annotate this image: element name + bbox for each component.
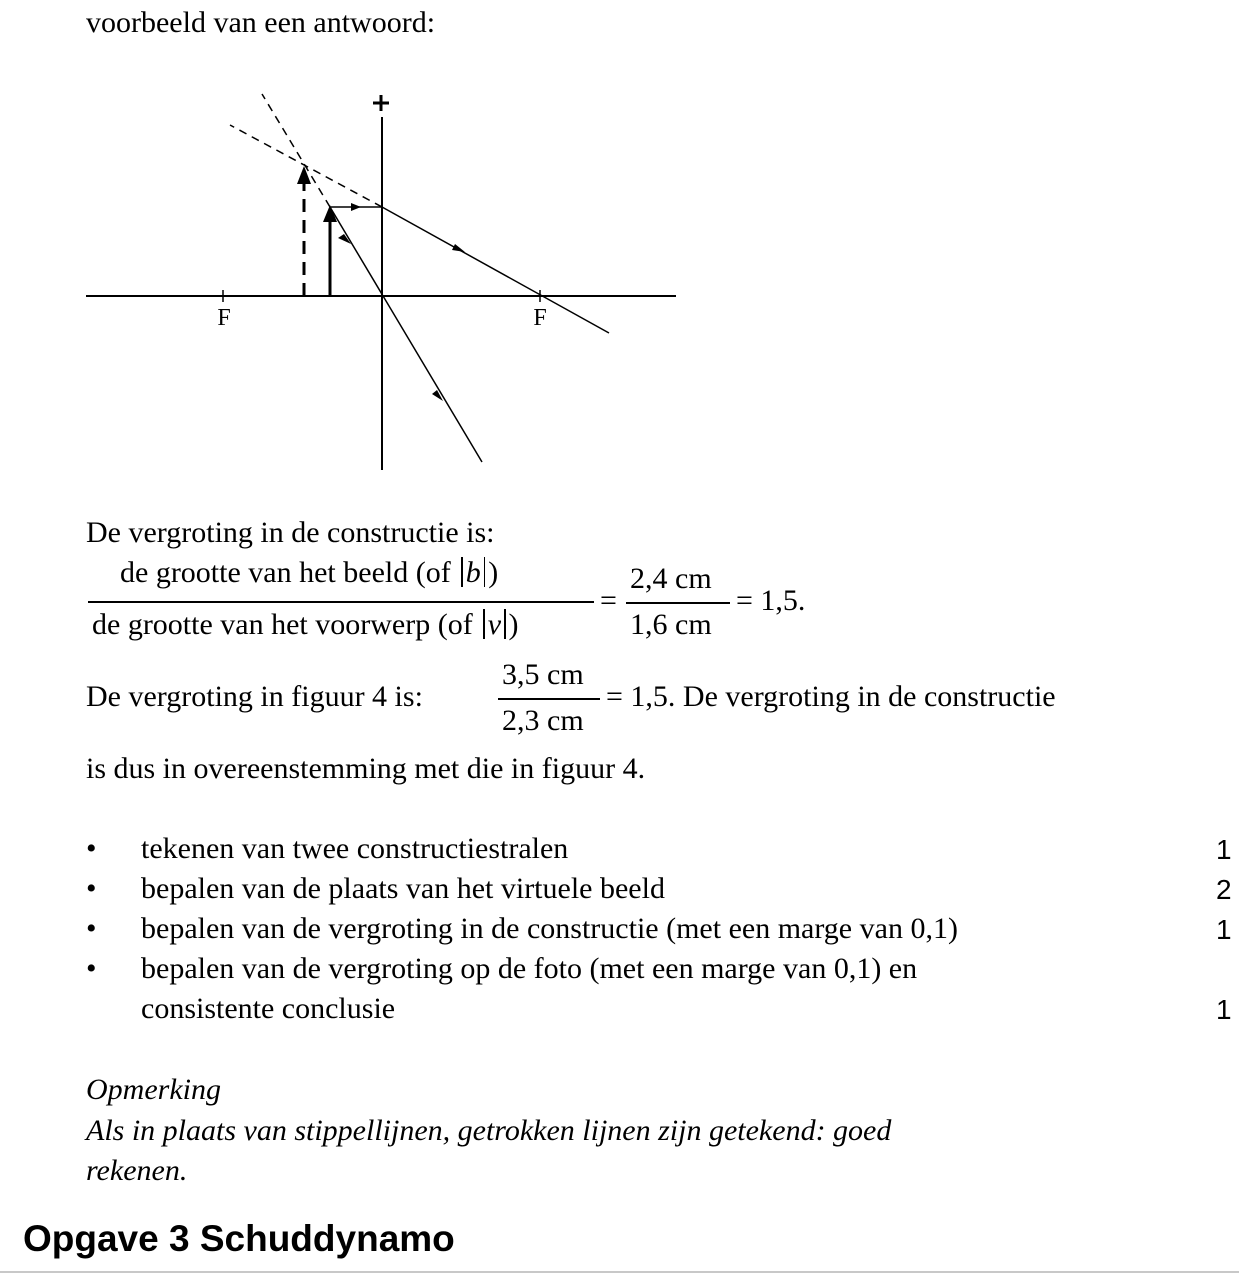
criterion-text: bepalen van de plaats van het virtuele beeld <box>141 872 665 905</box>
constructie-result: = 1,5. <box>736 584 806 617</box>
criterion-score: 2 <box>1216 874 1232 905</box>
conclusion-text: is dus in overeenstemming met die in figuur 4. <box>86 752 646 785</box>
figuur-denominator: 2,3 cm <box>502 704 584 737</box>
criterion-score: 1 <box>1216 914 1232 945</box>
criterion-score: 1 <box>1216 834 1232 865</box>
bullet: • <box>86 952 97 985</box>
remark-line-1: Als in plaats van stippellijnen, getrokken lijnen zijn getekend: goed <box>86 1114 892 1147</box>
equals-sign: = <box>600 584 617 617</box>
plus-icon <box>373 95 389 111</box>
criterion-score: 1 <box>1216 994 1232 1025</box>
criterion-text: bepalen van de vergroting op de foto (met een marge van 0,1) en <box>141 952 918 985</box>
center-ray <box>330 207 482 462</box>
variable-v: v <box>487 608 502 641</box>
fraction-numerator: de grootte van het beeld (of b ) <box>120 556 499 589</box>
criterion-text: bepalen van de vergroting in de constructie (met een marge van 0,1) <box>141 912 958 945</box>
bullet: • <box>86 872 97 905</box>
fraction-denominator: de grootte van het voorwerp (of v ) <box>92 608 519 641</box>
fraction-bar <box>88 601 594 603</box>
figuur-result: = 1,5. De vergroting in de constructie <box>606 680 1056 713</box>
figuur-fraction-bar <box>498 698 600 700</box>
value-denominator: 1,6 cm <box>630 608 712 641</box>
remark-title: Opmerking <box>86 1073 221 1106</box>
value-fraction-bar <box>626 602 730 604</box>
criterion-text-continued: consistente conclusie <box>141 992 396 1025</box>
refracted-ray <box>382 207 609 333</box>
criterion-text: tekenen van twee constructiestralen <box>141 832 569 865</box>
section-heading: Opgave 3 Schuddynamo <box>23 1218 455 1259</box>
value-numerator: 2,4 cm <box>630 562 712 595</box>
variable-b: b <box>465 556 481 589</box>
page-divider <box>0 1271 1239 1273</box>
bullet: • <box>86 832 97 865</box>
intro-text: voorbeeld van een antwoord: <box>86 6 436 39</box>
bullet: • <box>86 912 97 945</box>
image-arrowhead <box>297 166 311 184</box>
constructie-label: De vergroting in de constructie is: <box>86 516 495 549</box>
remark-line-2: rekenen. <box>86 1154 188 1187</box>
focal-label-left: F <box>217 305 231 331</box>
figuur-numerator: 3,5 cm <box>502 658 584 691</box>
dashed-extension-ray-2 <box>262 94 330 207</box>
focal-label-right: F <box>533 305 547 331</box>
lens-construction-diagram <box>0 0 700 480</box>
figuur-label: De vergroting in figuur 4 is: <box>86 680 423 713</box>
